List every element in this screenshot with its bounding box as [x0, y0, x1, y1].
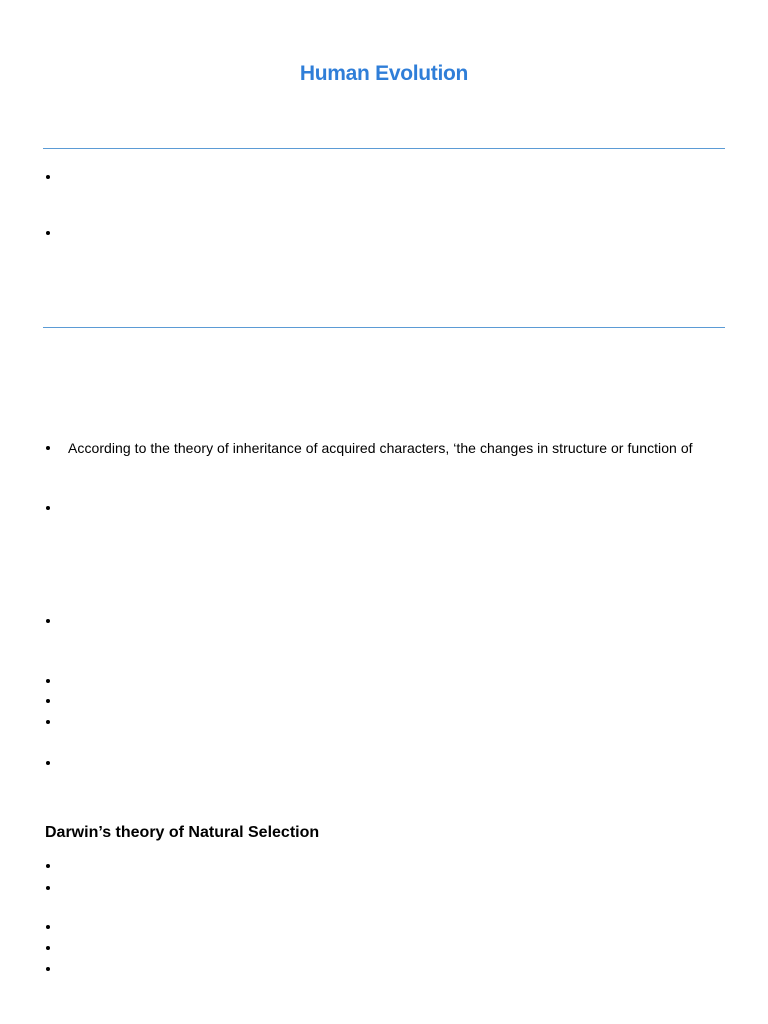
document-title: Human Evolution	[299, 62, 469, 85]
bullet-text-inheritance: According to the theory of inheritance of acquired characters, ‘the changes in structure or function of	[68, 440, 693, 456]
divider-rule-bottom	[43, 327, 725, 328]
bullet-marker	[45, 441, 53, 455]
bullet-marker	[45, 674, 53, 688]
bullet-marker	[45, 881, 53, 895]
bullet-marker	[45, 226, 53, 240]
bullet-marker	[45, 859, 53, 873]
bullet-marker	[45, 941, 53, 955]
bullet-marker	[45, 614, 53, 628]
bullet-marker	[45, 170, 53, 184]
divider-rule-top	[43, 148, 725, 149]
bullet-marker	[45, 962, 53, 976]
section-heading-natural-selection: Darwin’s theory of Natural Selection	[45, 824, 320, 841]
bullet-marker	[45, 920, 53, 934]
bullet-marker	[45, 694, 53, 708]
bullet-marker	[45, 756, 53, 770]
bullet-marker	[45, 501, 53, 515]
bullet-marker	[45, 715, 53, 729]
